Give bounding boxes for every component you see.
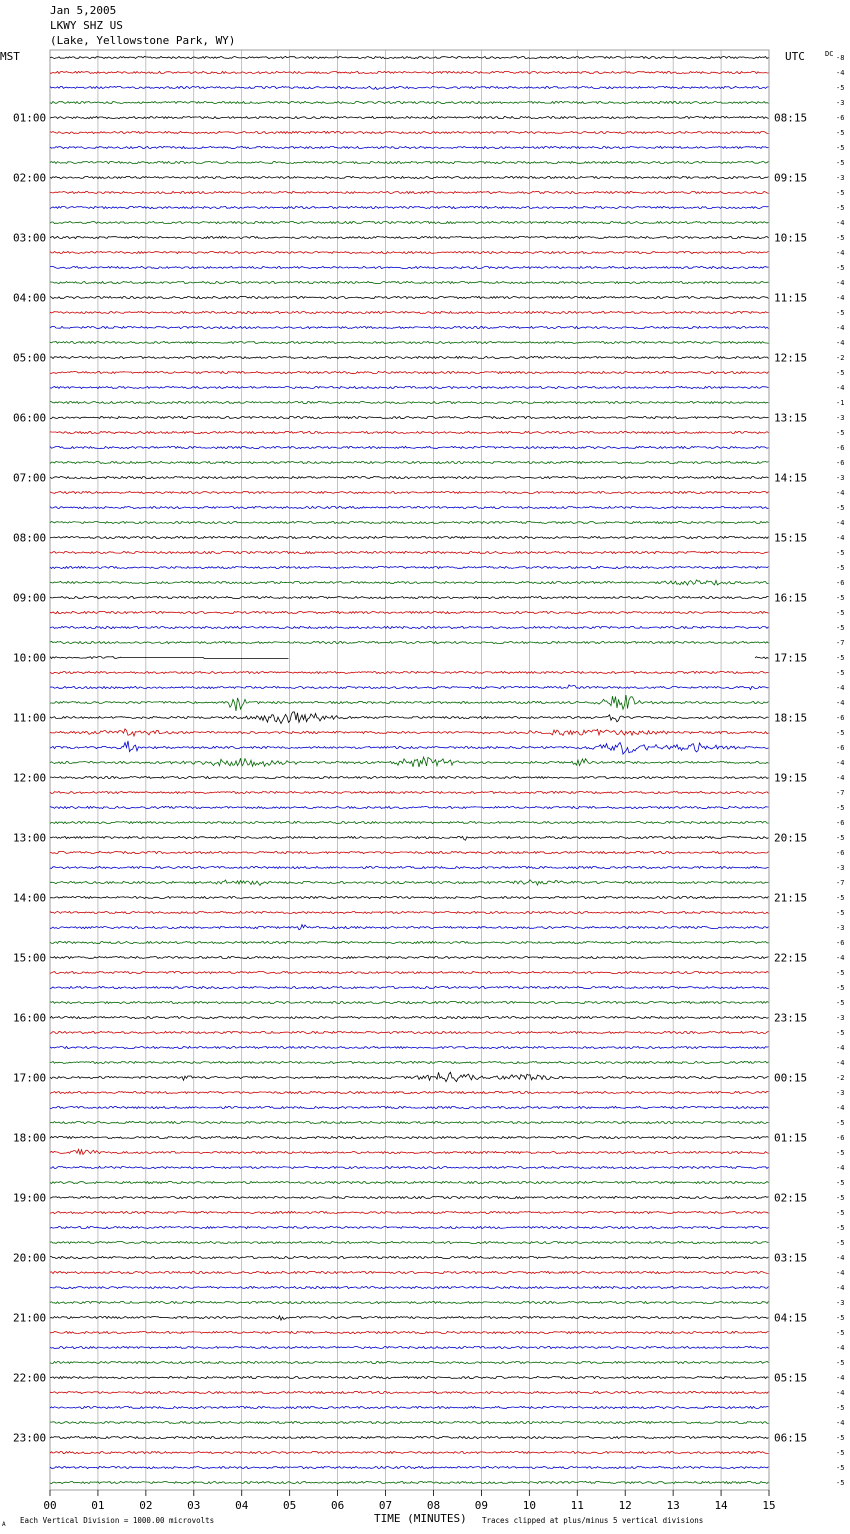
dc-offset-63: -5 — [836, 999, 845, 1007]
hour-label-right-14: 21:15 — [774, 891, 808, 905]
hour-label-right-5: 12:15 — [774, 351, 808, 365]
left-timezone-label: MST — [0, 50, 20, 63]
dc-offset-86: -4 — [836, 1344, 845, 1352]
dc-offset-25: -5 — [836, 429, 845, 437]
trace-row-78 — [50, 1226, 769, 1228]
trace-row-91 — [50, 1421, 769, 1423]
trace-row-88 — [50, 1376, 769, 1378]
dc-offset-77: -5 — [836, 1209, 845, 1217]
trace-row-50 — [50, 806, 769, 808]
hour-label-right-8: 15:15 — [774, 531, 808, 545]
hour-label-right-4: 11:15 — [774, 291, 808, 305]
hour-label-left-16: 16:00 — [13, 1011, 47, 1025]
dc-offset-16: -4 — [836, 294, 845, 302]
dc-offset-54: -3 — [836, 864, 845, 872]
trace-row-23 — [50, 401, 769, 403]
hour-label-left-14: 14:00 — [13, 891, 47, 905]
hour-label-left-5: 05:00 — [13, 351, 47, 365]
hour-label-left-8: 08:00 — [13, 531, 47, 545]
hour-label-left-9: 09:00 — [13, 591, 47, 605]
dc-offset-36: -5 — [836, 594, 845, 602]
trace-row-30 — [50, 506, 769, 508]
date-label: Jan 5,2005 — [50, 4, 117, 17]
x-tick-label-13: 13 — [666, 1499, 680, 1512]
trace-row-11 — [50, 221, 769, 223]
trace-row-0 — [50, 56, 769, 58]
dc-offset-46: -6 — [836, 744, 845, 752]
dc-offset-53: -6 — [836, 849, 845, 857]
dc-offset-66: -4 — [836, 1044, 845, 1052]
trace-row-46 — [50, 741, 769, 754]
trace-row-73 — [50, 1149, 769, 1154]
trace-row-45 — [50, 729, 769, 736]
dc-offset-69: -3 — [836, 1089, 845, 1097]
dc-offset-60: -4 — [836, 954, 845, 962]
trace-row-55 — [50, 880, 769, 886]
dc-label: DC — [825, 50, 834, 58]
dc-offset-15: -4 — [836, 279, 845, 287]
trace-row-3 — [50, 101, 769, 103]
traces — [50, 56, 769, 1483]
dc-offset-14: -5 — [836, 264, 845, 272]
dc-offset-26: -6 — [836, 444, 845, 452]
dc-offset-7: -5 — [836, 159, 845, 167]
dc-offset-42: -4 — [836, 684, 845, 692]
dc-offset-39: -7 — [836, 639, 845, 647]
dc-offset-34: -5 — [836, 564, 845, 572]
trace-row-13 — [50, 251, 769, 253]
hour-label-left-20: 20:00 — [13, 1251, 47, 1265]
corner-mark: A — [2, 1521, 6, 1528]
hour-label-left-11: 11:00 — [13, 711, 47, 725]
hour-label-right-21: 04:15 — [774, 1311, 808, 1325]
hour-label-right-18: 01:15 — [774, 1131, 808, 1145]
hour-label-right-6: 13:15 — [774, 411, 808, 425]
trace-row-76 — [50, 1196, 769, 1198]
trace-row-2 — [50, 86, 769, 89]
dc-offset-29: -4 — [836, 489, 845, 497]
trace-row-79 — [50, 1241, 769, 1243]
trace-row-16 — [50, 296, 769, 298]
dc-offset-58: -3 — [836, 924, 845, 932]
hour-label-left-22: 22:00 — [13, 1371, 47, 1385]
trace-row-9 — [50, 191, 769, 193]
x-tick-label-03: 03 — [187, 1499, 201, 1512]
dc-offset-76: -5 — [836, 1194, 845, 1202]
time-labels — [13, 54, 844, 1512]
dc-offset-56: -5 — [836, 894, 845, 902]
trace-row-12 — [50, 236, 769, 238]
trace-row-37 — [50, 611, 769, 613]
hour-label-right-23: 06:15 — [774, 1431, 808, 1445]
dc-offset-67: -4 — [836, 1059, 845, 1067]
hour-label-right-20: 03:15 — [774, 1251, 808, 1265]
dc-offset-40: -5 — [836, 654, 845, 662]
trace-row-17 — [50, 311, 769, 313]
hour-label-left-21: 21:00 — [13, 1311, 47, 1325]
hour-label-right-11: 18:15 — [774, 711, 808, 725]
trace-row-80 — [50, 1256, 769, 1258]
trace-row-10 — [50, 206, 769, 208]
hour-label-left-6: 06:00 — [13, 411, 47, 425]
dc-offset-3: -3 — [836, 99, 845, 107]
trace-row-93 — [50, 1451, 769, 1453]
x-axis-label: TIME (MINUTES) — [374, 1512, 467, 1525]
dc-offset-10: -5 — [836, 204, 845, 212]
trace-row-34 — [50, 566, 769, 568]
dc-offset-70: -4 — [836, 1104, 845, 1112]
trace-row-90 — [50, 1406, 769, 1408]
dc-offset-88: -4 — [836, 1374, 845, 1382]
trace-row-42 — [50, 685, 769, 690]
dc-offset-61: -5 — [836, 969, 845, 977]
x-tick-label-14: 14 — [714, 1499, 728, 1512]
dc-offset-62: -5 — [836, 984, 845, 992]
clip-note: Traces clipped at plus/minus 5 vertical divisions — [482, 1516, 704, 1525]
dc-offset-81: -4 — [836, 1269, 845, 1277]
trace-row-8 — [50, 176, 769, 178]
trace-row-5 — [50, 131, 769, 133]
hour-label-right-17: 00:15 — [774, 1071, 808, 1085]
trace-row-31 — [50, 521, 769, 523]
minute-grid — [50, 50, 769, 1496]
dc-offset-44: -6 — [836, 714, 845, 722]
trace-row-43 — [50, 695, 769, 711]
dc-offset-57: -5 — [836, 909, 845, 917]
dc-offset-1: -4 — [836, 69, 845, 77]
dc-offset-20: -2 — [836, 354, 845, 362]
dc-offset-12: -5 — [836, 234, 845, 242]
trace-row-20 — [50, 356, 769, 358]
dc-offset-38: -5 — [836, 624, 845, 632]
dc-offset-35: -6 — [836, 579, 845, 587]
hour-label-left-4: 04:00 — [13, 291, 47, 305]
trace-row-1 — [50, 71, 769, 73]
dc-offset-8: -3 — [836, 174, 845, 182]
dc-offset-30: -5 — [836, 504, 845, 512]
x-tick-label-09: 09 — [474, 1499, 489, 1512]
plot-frame — [50, 50, 769, 1490]
hour-label-right-15: 22:15 — [774, 951, 808, 965]
trace-row-36 — [50, 596, 769, 598]
trace-row-32 — [50, 536, 769, 538]
trace-row-72 — [50, 1136, 769, 1138]
dc-offset-31: -4 — [836, 519, 845, 527]
dc-offset-52: -5 — [836, 834, 845, 842]
dc-offset-32: -4 — [836, 534, 845, 542]
trace-row-74 — [50, 1166, 769, 1168]
dc-offset-92: -5 — [836, 1434, 845, 1442]
dc-offset-24: -3 — [836, 414, 845, 422]
hour-label-right-1: 08:15 — [774, 111, 808, 125]
trace-row-86 — [50, 1346, 769, 1348]
trace-row-35 — [50, 580, 769, 585]
x-tick-label-05: 05 — [283, 1499, 297, 1512]
dc-offset-74: -4 — [836, 1164, 845, 1172]
scale-note: Each Vertical Division = 1000.00 microvolts — [20, 1516, 215, 1525]
hour-label-left-7: 07:00 — [13, 471, 47, 485]
trace-row-63 — [50, 1001, 769, 1003]
trace-row-85 — [50, 1331, 769, 1333]
dc-offset-68: -2 — [836, 1074, 845, 1082]
dc-offset-91: -4 — [836, 1419, 845, 1427]
dc-offset-21: -5 — [836, 369, 845, 377]
x-tick-label-06: 06 — [330, 1499, 345, 1512]
dc-offset-50: -5 — [836, 804, 845, 812]
hour-label-left-1: 01:00 — [13, 111, 47, 125]
right-timezone-label: UTC — [785, 50, 805, 63]
trace-row-15 — [50, 281, 769, 283]
trace-row-40 — [50, 657, 769, 659]
trace-row-66 — [50, 1046, 769, 1048]
trace-row-65 — [50, 1031, 769, 1033]
dc-offset-94: -5 — [836, 1464, 845, 1472]
dc-offset-0: -8 — [836, 54, 845, 62]
hour-label-left-17: 17:00 — [13, 1071, 47, 1085]
location-label: (Lake, Yellowstone Park, WY) — [50, 34, 236, 47]
trace-row-54 — [50, 866, 769, 868]
trace-row-38 — [50, 626, 769, 628]
x-tick-label-11: 11 — [570, 1499, 584, 1512]
trace-row-59 — [50, 941, 769, 943]
dc-offset-71: -5 — [836, 1119, 845, 1127]
trace-row-83 — [50, 1301, 769, 1303]
trace-row-39 — [50, 641, 769, 643]
trace-row-7 — [50, 161, 769, 163]
dc-offset-5: -5 — [836, 129, 845, 137]
trace-row-25 — [50, 431, 769, 433]
trace-row-14 — [50, 266, 769, 268]
x-tick-label-00: 00 — [43, 1499, 57, 1512]
trace-row-84 — [50, 1316, 769, 1320]
trace-row-24 — [50, 416, 769, 418]
hour-label-right-10: 17:15 — [774, 651, 808, 665]
dc-offset-13: -4 — [836, 249, 845, 257]
trace-row-64 — [50, 1016, 769, 1018]
trace-row-41 — [50, 671, 769, 673]
trace-row-75 — [50, 1181, 769, 1183]
trace-row-19 — [50, 341, 769, 343]
dc-offset-37: -5 — [836, 609, 845, 617]
hour-label-left-13: 13:00 — [13, 831, 47, 845]
trace-row-57 — [50, 911, 769, 913]
dc-offset-82: -4 — [836, 1284, 845, 1292]
dc-offset-78: -5 — [836, 1224, 845, 1232]
dc-offset-90: -5 — [836, 1404, 845, 1412]
hour-label-left-2: 02:00 — [13, 171, 47, 185]
station-label: LKWY SHZ US — [50, 19, 123, 32]
hour-label-left-19: 19:00 — [13, 1191, 47, 1205]
dc-offset-9: -5 — [836, 189, 845, 197]
trace-row-82 — [50, 1286, 769, 1288]
trace-row-77 — [50, 1211, 769, 1213]
dc-offset-72: -6 — [836, 1134, 845, 1142]
x-tick-label-07: 07 — [378, 1499, 393, 1512]
trace-row-26 — [50, 446, 769, 448]
trace-row-47 — [50, 757, 769, 767]
dc-offset-19: -4 — [836, 339, 845, 347]
trace-row-56 — [50, 896, 769, 898]
trace-row-61 — [50, 971, 769, 973]
trace-row-67 — [50, 1061, 769, 1063]
trace-row-49 — [50, 791, 769, 793]
trace-row-29 — [50, 491, 769, 493]
trace-row-94 — [50, 1466, 769, 1468]
dc-offset-41: -5 — [836, 669, 845, 677]
x-tick-label-15: 15 — [762, 1499, 776, 1512]
dc-offset-85: -5 — [836, 1329, 845, 1337]
dc-offset-48: -4 — [836, 774, 845, 782]
trace-row-58 — [50, 925, 769, 930]
dc-offset-23: -1 — [836, 399, 845, 407]
hour-label-right-9: 16:15 — [774, 591, 808, 605]
dc-offset-28: -3 — [836, 474, 845, 482]
x-tick-label-10: 10 — [522, 1499, 536, 1512]
hour-label-left-23: 23:00 — [13, 1431, 47, 1445]
hour-label-right-7: 14:15 — [774, 471, 808, 485]
trace-row-18 — [50, 326, 769, 328]
trace-row-89 — [50, 1391, 769, 1393]
dc-offset-80: -4 — [836, 1254, 845, 1262]
dc-offset-17: -5 — [836, 309, 845, 317]
dc-offset-73: -5 — [836, 1149, 845, 1157]
dc-offset-51: -6 — [836, 819, 845, 827]
x-tick-label-12: 12 — [618, 1499, 632, 1512]
trace-row-4 — [50, 116, 769, 118]
dc-offset-84: -5 — [836, 1314, 845, 1322]
dc-offset-22: -4 — [836, 384, 845, 392]
trace-row-52 — [50, 836, 769, 840]
dc-offset-65: -5 — [836, 1029, 845, 1037]
dc-offset-33: -5 — [836, 549, 845, 557]
dc-offset-93: -5 — [836, 1449, 845, 1457]
dc-offset-47: -4 — [836, 759, 845, 767]
hour-label-right-19: 02:15 — [774, 1191, 808, 1205]
dc-offset-75: -5 — [836, 1179, 845, 1187]
trace-row-69 — [50, 1091, 769, 1093]
trace-row-70 — [50, 1106, 769, 1108]
x-tick-label-04: 04 — [235, 1499, 249, 1512]
trace-row-62 — [50, 986, 769, 988]
hour-label-left-12: 12:00 — [13, 771, 47, 785]
dc-offset-45: -5 — [836, 729, 845, 737]
dc-offset-49: -7 — [836, 789, 845, 797]
trace-row-87 — [50, 1361, 769, 1363]
trace-row-33 — [50, 551, 769, 553]
dc-offset-4: -6 — [836, 114, 845, 122]
hour-label-right-2: 09:15 — [774, 171, 808, 185]
hour-label-right-12: 19:15 — [774, 771, 808, 785]
trace-row-92 — [50, 1436, 769, 1438]
trace-row-48 — [50, 776, 769, 778]
dc-offset-27: -6 — [836, 459, 845, 467]
x-tick-label-08: 08 — [426, 1499, 441, 1512]
hour-label-right-3: 10:15 — [774, 231, 808, 245]
hour-label-right-16: 23:15 — [774, 1011, 808, 1025]
trace-row-51 — [50, 821, 769, 823]
trace-row-95 — [50, 1481, 769, 1483]
trace-row-81 — [50, 1271, 769, 1273]
trace-row-28 — [50, 476, 769, 478]
dc-offset-87: -5 — [836, 1359, 845, 1367]
trace-row-44 — [50, 712, 769, 724]
hour-label-left-18: 18:00 — [13, 1131, 47, 1145]
hour-label-right-22: 05:15 — [774, 1371, 808, 1385]
hour-label-left-3: 03:00 — [13, 231, 47, 245]
dc-offset-59: -6 — [836, 939, 845, 947]
dc-offset-79: -5 — [836, 1239, 845, 1247]
x-tick-label-02: 02 — [139, 1499, 153, 1512]
trace-row-68 — [50, 1072, 769, 1081]
dc-offset-43: -4 — [836, 699, 845, 707]
dc-offset-64: -3 — [836, 1014, 845, 1022]
trace-row-6 — [50, 146, 769, 148]
dc-offset-95: -5 — [836, 1479, 845, 1487]
trace-row-27 — [50, 461, 769, 463]
trace-row-53 — [50, 851, 769, 853]
dc-offset-89: -4 — [836, 1389, 845, 1397]
hour-label-left-15: 15:00 — [13, 951, 47, 965]
dc-offset-2: -5 — [836, 84, 845, 92]
dc-offset-83: -3 — [836, 1299, 845, 1307]
x-tick-label-01: 01 — [91, 1499, 105, 1512]
trace-row-22 — [50, 386, 769, 388]
dc-offset-18: -4 — [836, 324, 845, 332]
trace-row-71 — [50, 1121, 769, 1123]
dc-offset-55: -7 — [836, 879, 845, 887]
trace-row-21 — [50, 371, 769, 373]
hour-label-right-13: 20:15 — [774, 831, 808, 845]
dc-offset-11: -4 — [836, 219, 845, 227]
dc-offset-6: -5 — [836, 144, 845, 152]
trace-row-60 — [50, 956, 769, 958]
hour-label-left-10: 10:00 — [13, 651, 47, 665]
